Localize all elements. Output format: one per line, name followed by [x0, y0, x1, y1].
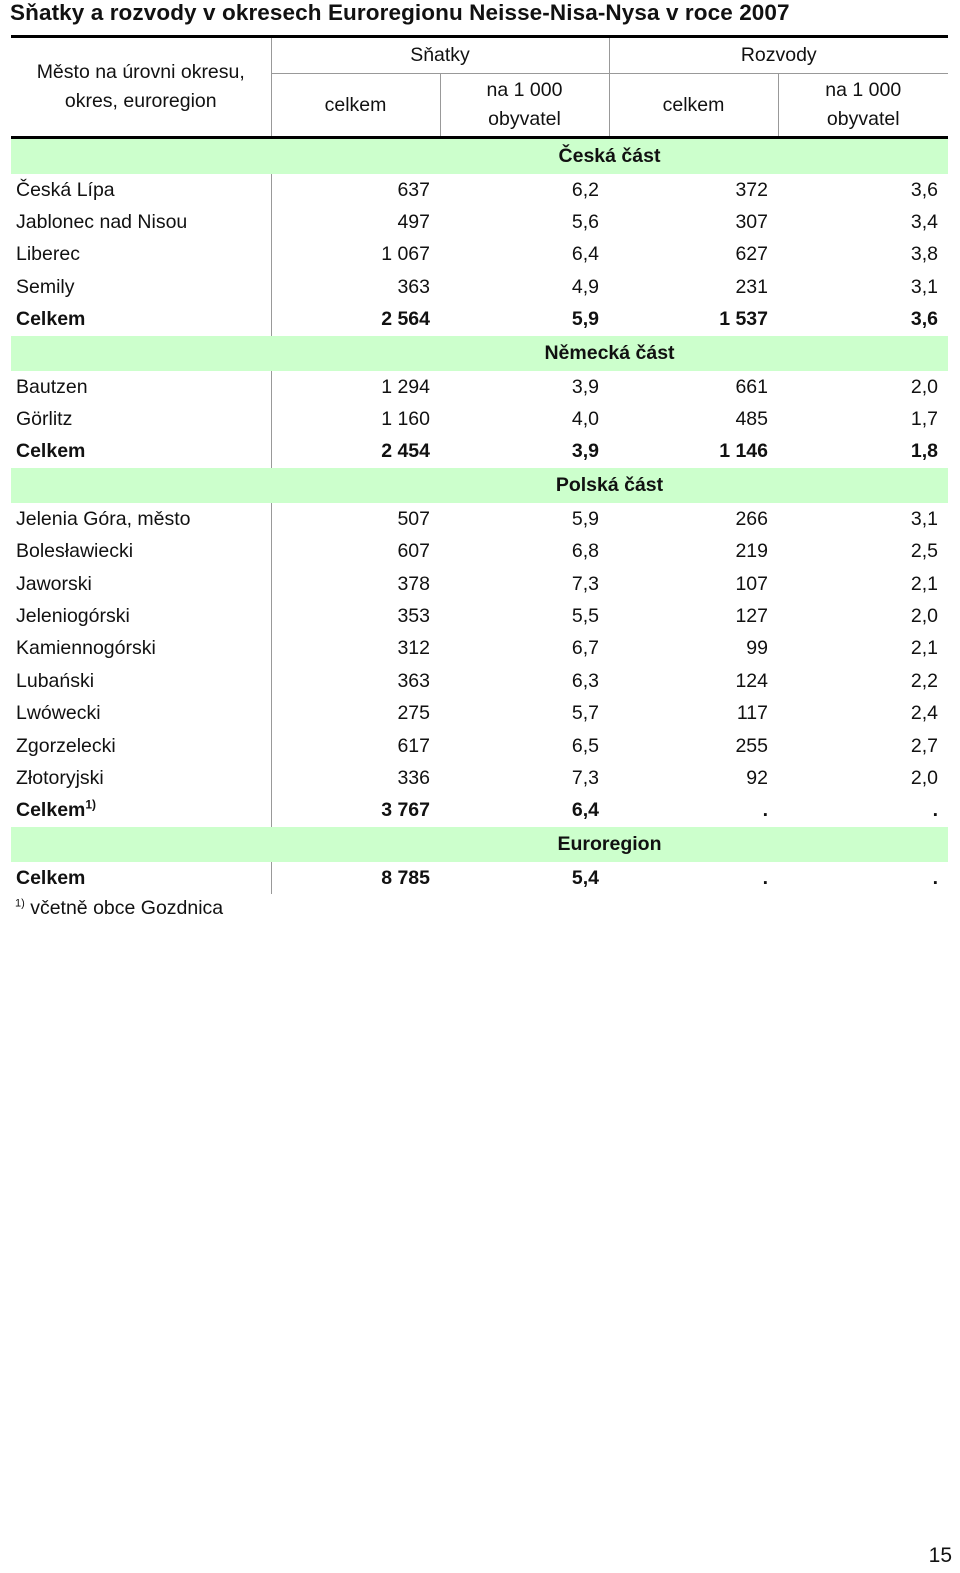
- total-row: [11, 862, 948, 894]
- cell-snatky-celkem: 353: [397, 604, 430, 627]
- cell-rozvody-per1000: 3,4: [910, 211, 938, 234]
- section-row: [11, 468, 948, 503]
- table-row: [11, 239, 948, 271]
- cell-snatky-celkem: 1 294: [381, 375, 430, 398]
- page-title: Sňatky a rozvody v okresech Euroregionu Neisse-Nisa-Nysa v roce 2007: [10, 0, 790, 25]
- row-name: Celkem: [16, 440, 86, 463]
- section-label: Polská část: [271, 468, 948, 503]
- cell-snatky-celkem: 1 067: [381, 243, 430, 266]
- cell-rozvody-per1000: .: [932, 866, 938, 889]
- section-row: [11, 138, 948, 175]
- cell-snatky-celkem: 2 564: [381, 308, 430, 331]
- table-row: [11, 271, 948, 303]
- header-snatky: Sňatky: [271, 37, 609, 74]
- per1000-line2: obyvatel: [488, 108, 561, 130]
- header-snatky-per1000: [440, 74, 609, 138]
- cell-rozvody-celkem: 1 146: [719, 440, 768, 463]
- cell-rozvody-per1000: 2,0: [910, 604, 938, 627]
- total-row: [11, 436, 948, 468]
- cell-rozvody-per1000: 2,2: [910, 669, 938, 692]
- table-row: [11, 730, 948, 762]
- section-blank-cell: [11, 138, 271, 175]
- section-row: [11, 336, 948, 371]
- header-rozvody-per1000: [778, 74, 948, 138]
- table-row: [11, 633, 948, 665]
- table-row: [11, 371, 948, 403]
- cell-rozvody-celkem: 107: [735, 572, 768, 595]
- row-name: Bolesławiecki: [16, 540, 134, 563]
- cell-snatky-per1000: 4,9: [571, 275, 599, 298]
- page-number: 15: [928, 1544, 952, 1567]
- cell-snatky-per1000: 6,2: [571, 178, 599, 201]
- cell-snatky-celkem: 8 785: [381, 866, 430, 889]
- cell-rozvody-celkem: 231: [735, 275, 768, 298]
- section-label: Německá část: [271, 336, 948, 371]
- header-first-col: [11, 37, 271, 138]
- cell-rozvody-celkem: 661: [735, 375, 768, 398]
- row-name: Celkem: [16, 308, 86, 331]
- cell-rozvody-per1000: 2,4: [910, 702, 938, 725]
- row-name-cell: [11, 371, 271, 403]
- cell-snatky-celkem: 607: [397, 540, 430, 563]
- table-row: [11, 503, 948, 535]
- section-blank-cell: [11, 468, 271, 503]
- table-row: [11, 568, 948, 600]
- per1000-line1: na 1 000: [825, 79, 902, 101]
- row-name-cell: [11, 436, 271, 468]
- row-name: Jeleniogórski: [16, 604, 130, 627]
- cell-snatky-per1000: 6,4: [571, 243, 599, 266]
- cell-snatky-per1000: 3,9: [571, 375, 599, 398]
- cell-rozvody-celkem: 255: [735, 734, 768, 757]
- row-name: Jelenia Góra, město: [16, 507, 191, 530]
- cell-snatky-per1000: 7,3: [571, 572, 599, 595]
- footnote-text: včetně obce Gozdnica: [30, 897, 224, 919]
- cell-rozvody-per1000: 2,0: [910, 375, 938, 398]
- cell-snatky-celkem: 2 454: [381, 440, 430, 463]
- header-rozvody: Rozvody: [609, 37, 948, 74]
- cell-snatky-per1000: 7,3: [571, 766, 599, 789]
- header-snatky-celkem: celkem: [271, 74, 440, 138]
- cell-rozvody-per1000: 3,6: [910, 308, 938, 331]
- table-row: [11, 762, 948, 794]
- row-name-cell: [11, 206, 271, 238]
- cell-rozvody-per1000: 3,6: [910, 178, 938, 201]
- cell-snatky-per1000: 5,9: [571, 308, 599, 331]
- row-name: Złotoryjski: [16, 766, 104, 789]
- cell-rozvody-celkem: 124: [735, 669, 768, 692]
- cell-rozvody-celkem: 485: [735, 408, 768, 431]
- table-row: [11, 403, 948, 435]
- cell-snatky-per1000: 4,0: [571, 408, 599, 431]
- header-rozvody-celkem: celkem: [609, 74, 778, 138]
- row-name: Celkem: [16, 866, 86, 889]
- cell-rozvody-celkem: 92: [746, 766, 768, 789]
- cell-rozvody-celkem: 99: [746, 637, 768, 660]
- cell-rozvody-celkem: 372: [735, 178, 768, 201]
- section-row: [11, 827, 948, 862]
- footnote-mark: 1): [15, 897, 25, 910]
- cell-rozvody-celkem: .: [762, 866, 768, 889]
- section-blank-cell: [11, 336, 271, 371]
- cell-snatky-per1000: 5,5: [571, 604, 599, 627]
- row-name: Görlitz: [16, 408, 73, 431]
- total-row: [11, 795, 948, 827]
- table-row: [11, 536, 948, 568]
- cell-rozvody-per1000: 1,8: [910, 440, 938, 463]
- row-name: Jaworski: [16, 572, 92, 595]
- row-name: Lubański: [16, 669, 95, 692]
- row-name-cell: [11, 503, 271, 535]
- cell-rozvody-per1000: 1,7: [910, 408, 938, 431]
- cell-rozvody-per1000: 3,1: [910, 275, 938, 298]
- cell-snatky-per1000: 5,7: [571, 702, 599, 725]
- footnote: [15, 897, 223, 920]
- table-row: [11, 697, 948, 729]
- section-blank-cell: [11, 827, 271, 862]
- row-name-cell: [11, 730, 271, 762]
- row-name: Celkem: [16, 799, 86, 822]
- row-name-cell: [11, 665, 271, 697]
- row-name: Liberec: [16, 243, 80, 266]
- row-name: Zgorzelecki: [16, 734, 116, 757]
- table-row: [11, 206, 948, 238]
- per1000-line1: na 1 000: [486, 79, 563, 101]
- header-first-col-label: Město na úrovni okresu, okres, euroregion: [36, 61, 245, 112]
- row-name-cell: [11, 536, 271, 568]
- cell-snatky-celkem: 3 767: [381, 799, 430, 822]
- row-name: Semily: [16, 275, 75, 298]
- cell-rozvody-celkem: 307: [735, 211, 768, 234]
- cell-rozvody-per1000: 2,1: [910, 572, 938, 595]
- cell-rozvody-celkem: 266: [735, 507, 768, 530]
- cell-snatky-per1000: 5,4: [571, 866, 599, 889]
- row-name-cell: [11, 174, 271, 206]
- cell-snatky-celkem: 336: [397, 766, 430, 789]
- row-name-cell: [11, 271, 271, 303]
- section-label: Česká část: [271, 138, 948, 175]
- cell-snatky-celkem: 507: [397, 507, 430, 530]
- per1000-line2: obyvatel: [826, 108, 900, 130]
- cell-rozvody-per1000: 2,7: [910, 734, 938, 757]
- cell-snatky-per1000: 3,9: [571, 440, 599, 463]
- row-name: Lwówecki: [16, 702, 101, 725]
- table-row: [11, 174, 948, 206]
- row-name-cell: [11, 762, 271, 794]
- table-row: [11, 600, 948, 632]
- row-name-cell: [11, 568, 271, 600]
- row-name-cell: [11, 304, 271, 336]
- cell-snatky-per1000: 5,6: [571, 211, 599, 234]
- cell-rozvody-per1000: 2,0: [910, 766, 938, 789]
- row-name-cell: [11, 403, 271, 435]
- cell-rozvody-per1000: 2,1: [910, 637, 938, 660]
- cell-snatky-celkem: 363: [397, 275, 430, 298]
- cell-snatky-per1000: 6,3: [571, 669, 599, 692]
- row-name-cell: [11, 795, 271, 827]
- cell-snatky-per1000: 6,5: [571, 734, 599, 757]
- row-name-cell: [11, 600, 271, 632]
- cell-snatky-celkem: 1 160: [381, 408, 430, 431]
- cell-snatky-celkem: 617: [397, 734, 430, 757]
- cell-snatky-celkem: 312: [397, 637, 430, 660]
- cell-snatky-per1000: 6,4: [571, 799, 599, 822]
- cell-snatky-celkem: 378: [397, 572, 430, 595]
- table-row: [11, 665, 948, 697]
- cell-rozvody-celkem: .: [762, 799, 768, 822]
- row-name-cell: [11, 633, 271, 665]
- cell-snatky-per1000: 6,7: [571, 637, 599, 660]
- cell-rozvody-celkem: 117: [736, 702, 768, 725]
- cell-rozvody-celkem: 1 537: [719, 308, 768, 331]
- row-name: Bautzen: [16, 375, 88, 398]
- cell-rozvody-celkem: 219: [735, 540, 768, 563]
- cell-rozvody-celkem: 127: [735, 604, 768, 627]
- table-body: [11, 138, 948, 895]
- cell-snatky-celkem: 497: [397, 211, 430, 234]
- row-name-cell: [11, 697, 271, 729]
- row-name: Česká Lípa: [16, 178, 115, 201]
- cell-rozvody-per1000: 2,5: [910, 540, 938, 563]
- cell-snatky-celkem: 637: [397, 178, 430, 201]
- cell-rozvody-per1000: 3,8: [910, 243, 938, 266]
- cell-rozvody-celkem: 627: [735, 243, 768, 266]
- total-row: [11, 304, 948, 336]
- cell-snatky-celkem: 275: [397, 702, 430, 725]
- cell-rozvody-per1000: .: [932, 799, 938, 822]
- row-name-cell: [11, 239, 271, 271]
- row-name-cell: [11, 862, 271, 894]
- footnote-ref: 1): [85, 797, 97, 812]
- row-name: Kamiennogórski: [16, 637, 156, 660]
- cell-rozvody-per1000: 3,1: [910, 507, 938, 530]
- marriages-divorces-table: [11, 35, 948, 894]
- row-name: Jablonec nad Nisou: [16, 211, 188, 234]
- section-label: Euroregion: [271, 827, 948, 862]
- cell-snatky-per1000: 6,8: [571, 540, 599, 563]
- cell-snatky-per1000: 5,9: [571, 507, 599, 530]
- cell-snatky-celkem: 363: [397, 669, 430, 692]
